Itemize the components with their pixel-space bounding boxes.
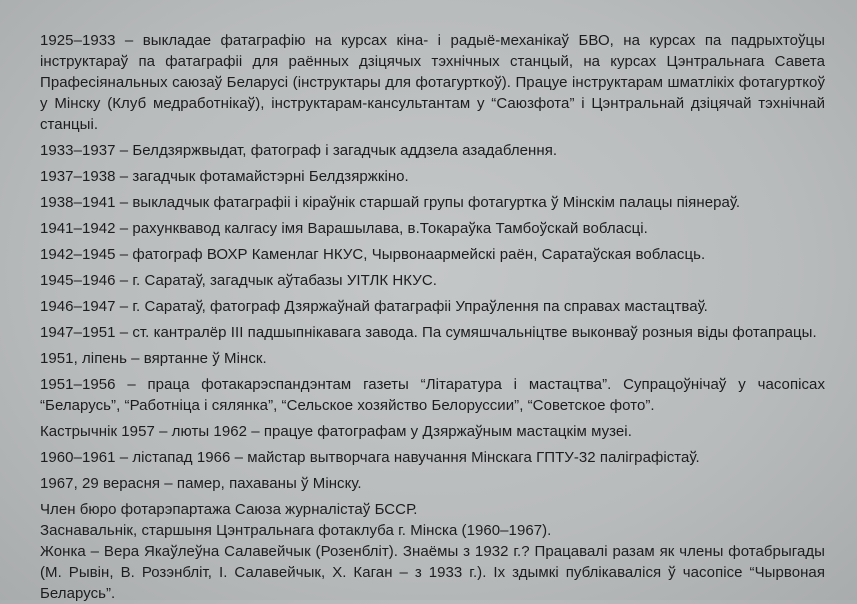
timeline-entry-1947-1951: 1947–1951 – ст. кантралёр III падшыпнікавага завода. Па сумяшчальніцтве выконваў розныя віды фотапрацы. bbox=[40, 324, 817, 341]
timeline-entry-1933-1937: 1933–1937 – Белдзяржвыдат, фатограф і загадчык аддзела азадаблення. bbox=[40, 142, 558, 159]
timeline-entry-1967: 1967, 29 верасня – памер, пахаваны ў Мінску. bbox=[40, 475, 362, 492]
timeline-entry-1946-1947: 1946–1947 – г. Саратаў, фатограф Дзяржаўнай фатаграфіі Упраўлення па справах мастацтваў. bbox=[40, 298, 708, 315]
note-photo-club-founder: Заснавальнік, старшыня Цэнтральнага фотаклуба г. Мінска (1960–1967). bbox=[40, 522, 552, 539]
timeline-entry-1945-1946: 1945–1946 – г. Саратаў, загадчык аўтабазы УІТЛК НКУС. bbox=[40, 272, 437, 289]
timeline-entry-1925-1933: 1925–1933 – выкладае фатаграфію на курсах кіна- і радыё-механікаў БВО, на курсах па падрыхтоўцы інструктараў па фатаграфіі для раённых дзіцячых тэхнічных станцый, на курсах Цэнтральнага Савета Прафесіянальных саюзаў Беларусі (інструктары для фотагурткоў). Працуе інструктарам шматлікіх фотагурткоў у Мінску (Клуб медработнікаў), інструктарам-кансультантам у “Саюзфота” і Цэнтральнай дзіцячай тэхнічнай станцыі. bbox=[40, 32, 825, 133]
timeline-entry-1951-july: 1951, ліпень – вяртанне ў Мінск. bbox=[40, 350, 267, 367]
timeline-entry-1937-1938: 1937–1938 – загадчык фотамайстэрні Белдзяржкіно. bbox=[40, 168, 409, 185]
timeline-entry-1942-1945: 1942–1945 – фатограф ВОХР Каменлаг НКУС, Чырвонаармейскі раён, Саратаўская вобласць. bbox=[40, 246, 706, 263]
note-wife: Жонка – Вера Якаўлеўна Салавейчык (Розенбліт). Знаёмы з 1932 г.? Працавалі разам як члены фотабрыгады (М. Рывін, В. Розэнбліт, І. Салавейчык, Х. Каган – з 1933 г.). Іх здымкі публікаваліся ў часопісе “Чырвоная Беларусь”. bbox=[40, 543, 825, 602]
timeline-entry-1951-1956: 1951–1956 – праца фотакарэспандэнтам газеты “Літаратура і мастацтва”. Супрацоўнічаў у часопісах “Беларусь”, “Работніца і сялянка”, “Сельское хозяйство Белоруссии”, “Советское фото”. bbox=[40, 376, 825, 414]
timeline-entry-1938-1941: 1938–1941 – выкладчык фатаграфіі і кіраўнік старшай групы фотагуртка ў Мінскім палацы піянераў. bbox=[40, 194, 741, 211]
timeline-entry-1960-1966: 1960–1961 – лістапад 1966 – майстар вытворчага навучання Мінскага ГПТУ-32 паліграфістаў. bbox=[40, 449, 700, 466]
timeline-entry-1957-1962: Кастрычнік 1957 – люты 1962 – працуе фатографам у Дзяржаўным мастацкім музеі. bbox=[40, 423, 632, 440]
timeline-entry-1941-1942: 1941–1942 – рахунквавод калгасу імя Варашылава, в.Токараўка Тамбоўскай вобласці. bbox=[40, 220, 648, 237]
notes-section bbox=[40, 499, 825, 604]
note-bureau-member: Член бюро фотарэпартажа Саюза журналістаў БССР. bbox=[40, 501, 418, 518]
biography-panel bbox=[40, 30, 825, 604]
